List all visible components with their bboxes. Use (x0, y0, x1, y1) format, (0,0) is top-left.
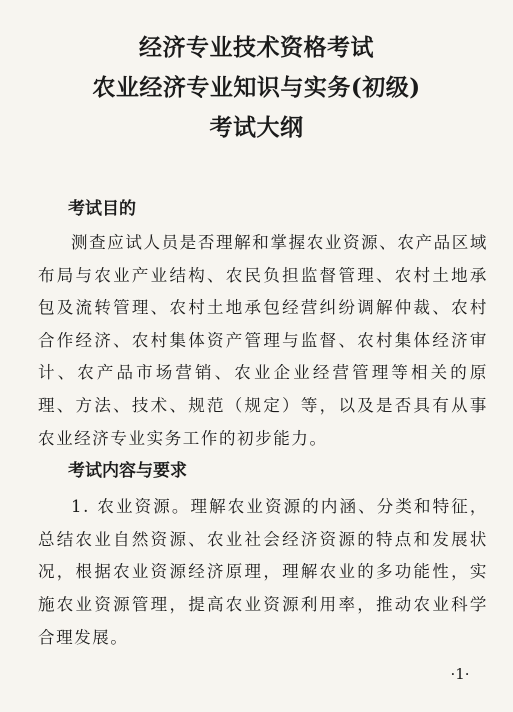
title-line-2: 农业经济专业知识与实务(初级) (92, 74, 421, 101)
title-line-1: 经济专业技术资格考试 (139, 34, 374, 61)
section-heading-exam-purpose: 考试目的 (68, 199, 136, 219)
title-line-3: 考试大纲 (209, 114, 304, 141)
document-title (0, 28, 513, 148)
section-heading-exam-content: 考试内容与要求 (68, 461, 187, 482)
paragraph-exam-purpose: 测查应试人员是否理解和掌握农业资源、农产品区域布局与农业产业结构、农民负担监督管理、农村土地承包及流转管理、农村土地承包经营纠纷调解仲裁、农村合作经济、农村集体资产管理与监督、农村集体经济审计、农产品市场营销、农业企业经营管理等相关的原理、方法、技术、规范（规定）等，以及是否具有从事农业经济专业实务工作的初步能力。 (38, 233, 488, 448)
paragraph-agricultural-resources: 1. 农业资源。理解农业资源的内涵、分类和特征，总结农业自然资源、农业社会经济资源的特点和发展状况，根据农业资源经济原理，理解农业的多功能性，实施农业资源管理，提高农业资源利用率，推动农业科学合理发展。 (38, 497, 488, 647)
page-number: ·1· (450, 665, 470, 683)
document-body (38, 196, 488, 657)
